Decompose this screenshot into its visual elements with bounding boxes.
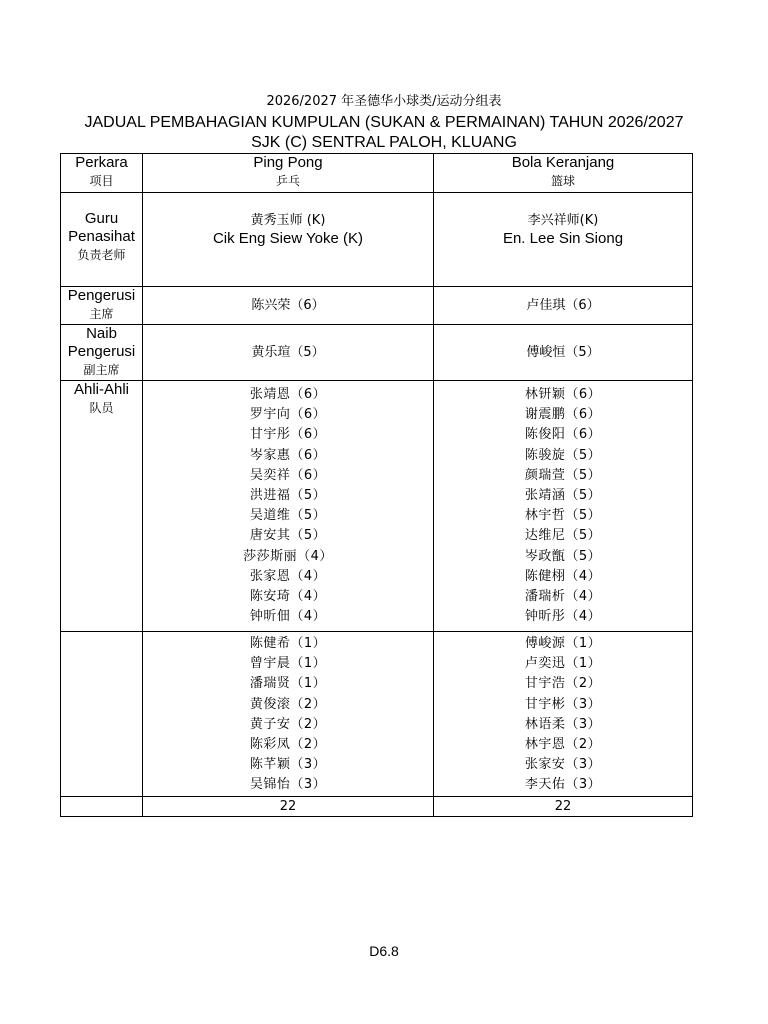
naib-bola-keranjang [434,325,693,381]
ahli-ping-pong [143,381,434,632]
totals-row [61,796,693,816]
ahli-row-2 [61,632,693,797]
list-item: 洪进福（5） [249,488,327,504]
label-ahli-cn: 队员 [89,401,114,415]
list-item: 潘瑞贤（1） [249,676,327,692]
list-item: 陈健栩（4） [524,568,602,584]
list-item: 陈骏旋（5） [524,447,602,463]
pengerusi-ping-pong [143,287,434,325]
ahli-ping-pong-list [143,385,433,627]
list-item: 颜瑞萱（5） [524,467,602,483]
ahli2-ping-pong-list [143,634,433,796]
list-item: 钟昕彤（4） [524,609,602,625]
list-item: 黄俊滚（2） [249,696,327,712]
ahli2-bola-keranjang-list [434,634,692,796]
guru-penasihat-row [61,193,693,287]
page-code: D6.8 [369,943,399,959]
list-item: 林语柔（3） [524,716,602,732]
header-ping-pong-ms: Ping Pong [253,154,323,171]
header-perkara [61,154,143,193]
label-naib-cn: 副主席 [83,363,120,377]
label-pengerusi-cn: 主席 [89,307,114,321]
school-name: SJK (C) SENTRAL PALOH, KLUANG [251,134,517,151]
list-item: 甘宇彤（6） [249,427,327,443]
list-item: 陈安琦（4） [249,589,327,605]
list-item: 张靖恩（6） [249,387,327,402]
list-item: 吴奕祥（6） [249,467,327,483]
label-naib: Naib [86,325,117,342]
label-guru-cn: 负责老师 [77,248,126,262]
ahli2-ping-pong [143,632,434,797]
naib-ping-pong [143,325,434,381]
list-item: 林宇哲（5） [524,508,602,524]
naib-ping-pong-name: 黄乐瑄（5） [251,345,325,360]
list-item: 达维尼（5） [524,528,602,544]
guru-ping-pong-cn: 黄秀玉师 (K) [250,213,326,228]
total-bola-keranjang: 22 [434,796,693,816]
label-ahli-ms: Ahli-Ahli [73,381,130,398]
list-item: 岑政甑（5） [524,548,602,564]
list-item: 吴道维（5） [249,508,327,524]
list-item: 林宇恩（2） [524,737,602,753]
guru-bola-keranjang-ms: En. Lee Sin Siong [502,230,624,247]
label-empty [61,632,143,797]
list-item: 甘宇彬（3） [524,696,602,712]
ahli2-bola-keranjang [434,632,693,797]
pengerusi-bola-keranjang [434,287,693,325]
title-malay: JADUAL PEMBAHAGIAN KUMPULAN (SUKAN & PERMAINAN) TAHUN 2026/2027 [84,114,684,131]
guru-bola-keranjang [434,193,693,287]
label-pengerusi-ms: Pengerusi [67,287,136,304]
list-item: 吴锦怡（3） [249,777,327,793]
table-header-row [61,154,693,193]
guru-ping-pong-ms: Cik Eng Siew Yoke (K) [212,230,364,247]
guru-bola-keranjang-cn: 李兴祥师(K) [527,213,599,228]
list-item: 陈芊颖（3） [249,757,327,773]
header-bola-keranjang-cn: 篮球 [550,174,575,188]
label-pengerusi [61,287,143,325]
list-item: 潘瑞析（4） [524,589,602,605]
total-ping-pong: 22 [143,796,434,816]
group-table [60,153,693,817]
totals-label-empty [61,796,143,816]
list-item: 卢奕迅（1） [524,656,602,672]
list-item: 傅峻源（1） [524,636,602,651]
label-naib-pengerusi-ms: Pengerusi [67,343,136,360]
header-perkara-ms: Perkara [75,154,128,171]
list-item: 陈健希（1） [249,636,327,651]
naib-pengerusi-row [61,325,693,381]
list-item: 陈俊阳（6） [524,427,602,443]
header-ping-pong-cn: 乒乓 [275,174,300,188]
label-guru: Guru [84,210,119,227]
label-guru-penasihat [61,193,143,287]
label-penasihat: Penasihat [68,228,135,245]
header-bola-keranjang-ms: Bola Keranjang [511,154,615,171]
label-naib-pengerusi [61,325,143,381]
ahli-row [61,381,693,632]
list-item: 张靖涵（5） [524,488,602,504]
ahli-bola-keranjang [434,381,693,632]
header-perkara-cn: 项目 [89,174,114,188]
ahli-bola-keranjang-list [434,385,692,627]
list-item: 张家安（3） [524,757,602,773]
list-item: 钟昕佃（4） [249,609,327,625]
list-item: 黄子安（2） [249,716,327,732]
label-ahli [61,381,143,632]
list-item: 唐安其（5） [249,528,327,544]
pengerusi-ping-pong-name: 陈兴荣（6） [251,298,325,313]
list-item: 李天佑（3） [524,777,602,793]
guru-ping-pong [143,193,434,287]
header-ping-pong [143,154,434,193]
list-item: 林钘颖（6） [524,387,602,402]
header-bola-keranjang [434,154,693,193]
list-item: 张家恩（4） [249,568,327,584]
list-item: 甘宇浩（2） [524,676,602,692]
list-item: 陈彩凤（2） [249,737,327,753]
pengerusi-row [61,287,693,325]
title-chinese: 2026/2027 年圣德华小球类/运动分组表 [266,94,502,109]
pengerusi-bola-keranjang-name: 卢佳琪（6） [526,298,600,313]
list-item: 谢震鹏（6） [524,407,602,423]
list-item: 罗宇向（6） [249,407,327,423]
list-item: 岑家惠（6） [249,447,327,463]
list-item: 曾宇晨（1） [249,656,327,672]
naib-bola-keranjang-name: 傅峻恒（5） [526,345,600,360]
list-item: 莎莎斯丽（4） [243,548,333,564]
